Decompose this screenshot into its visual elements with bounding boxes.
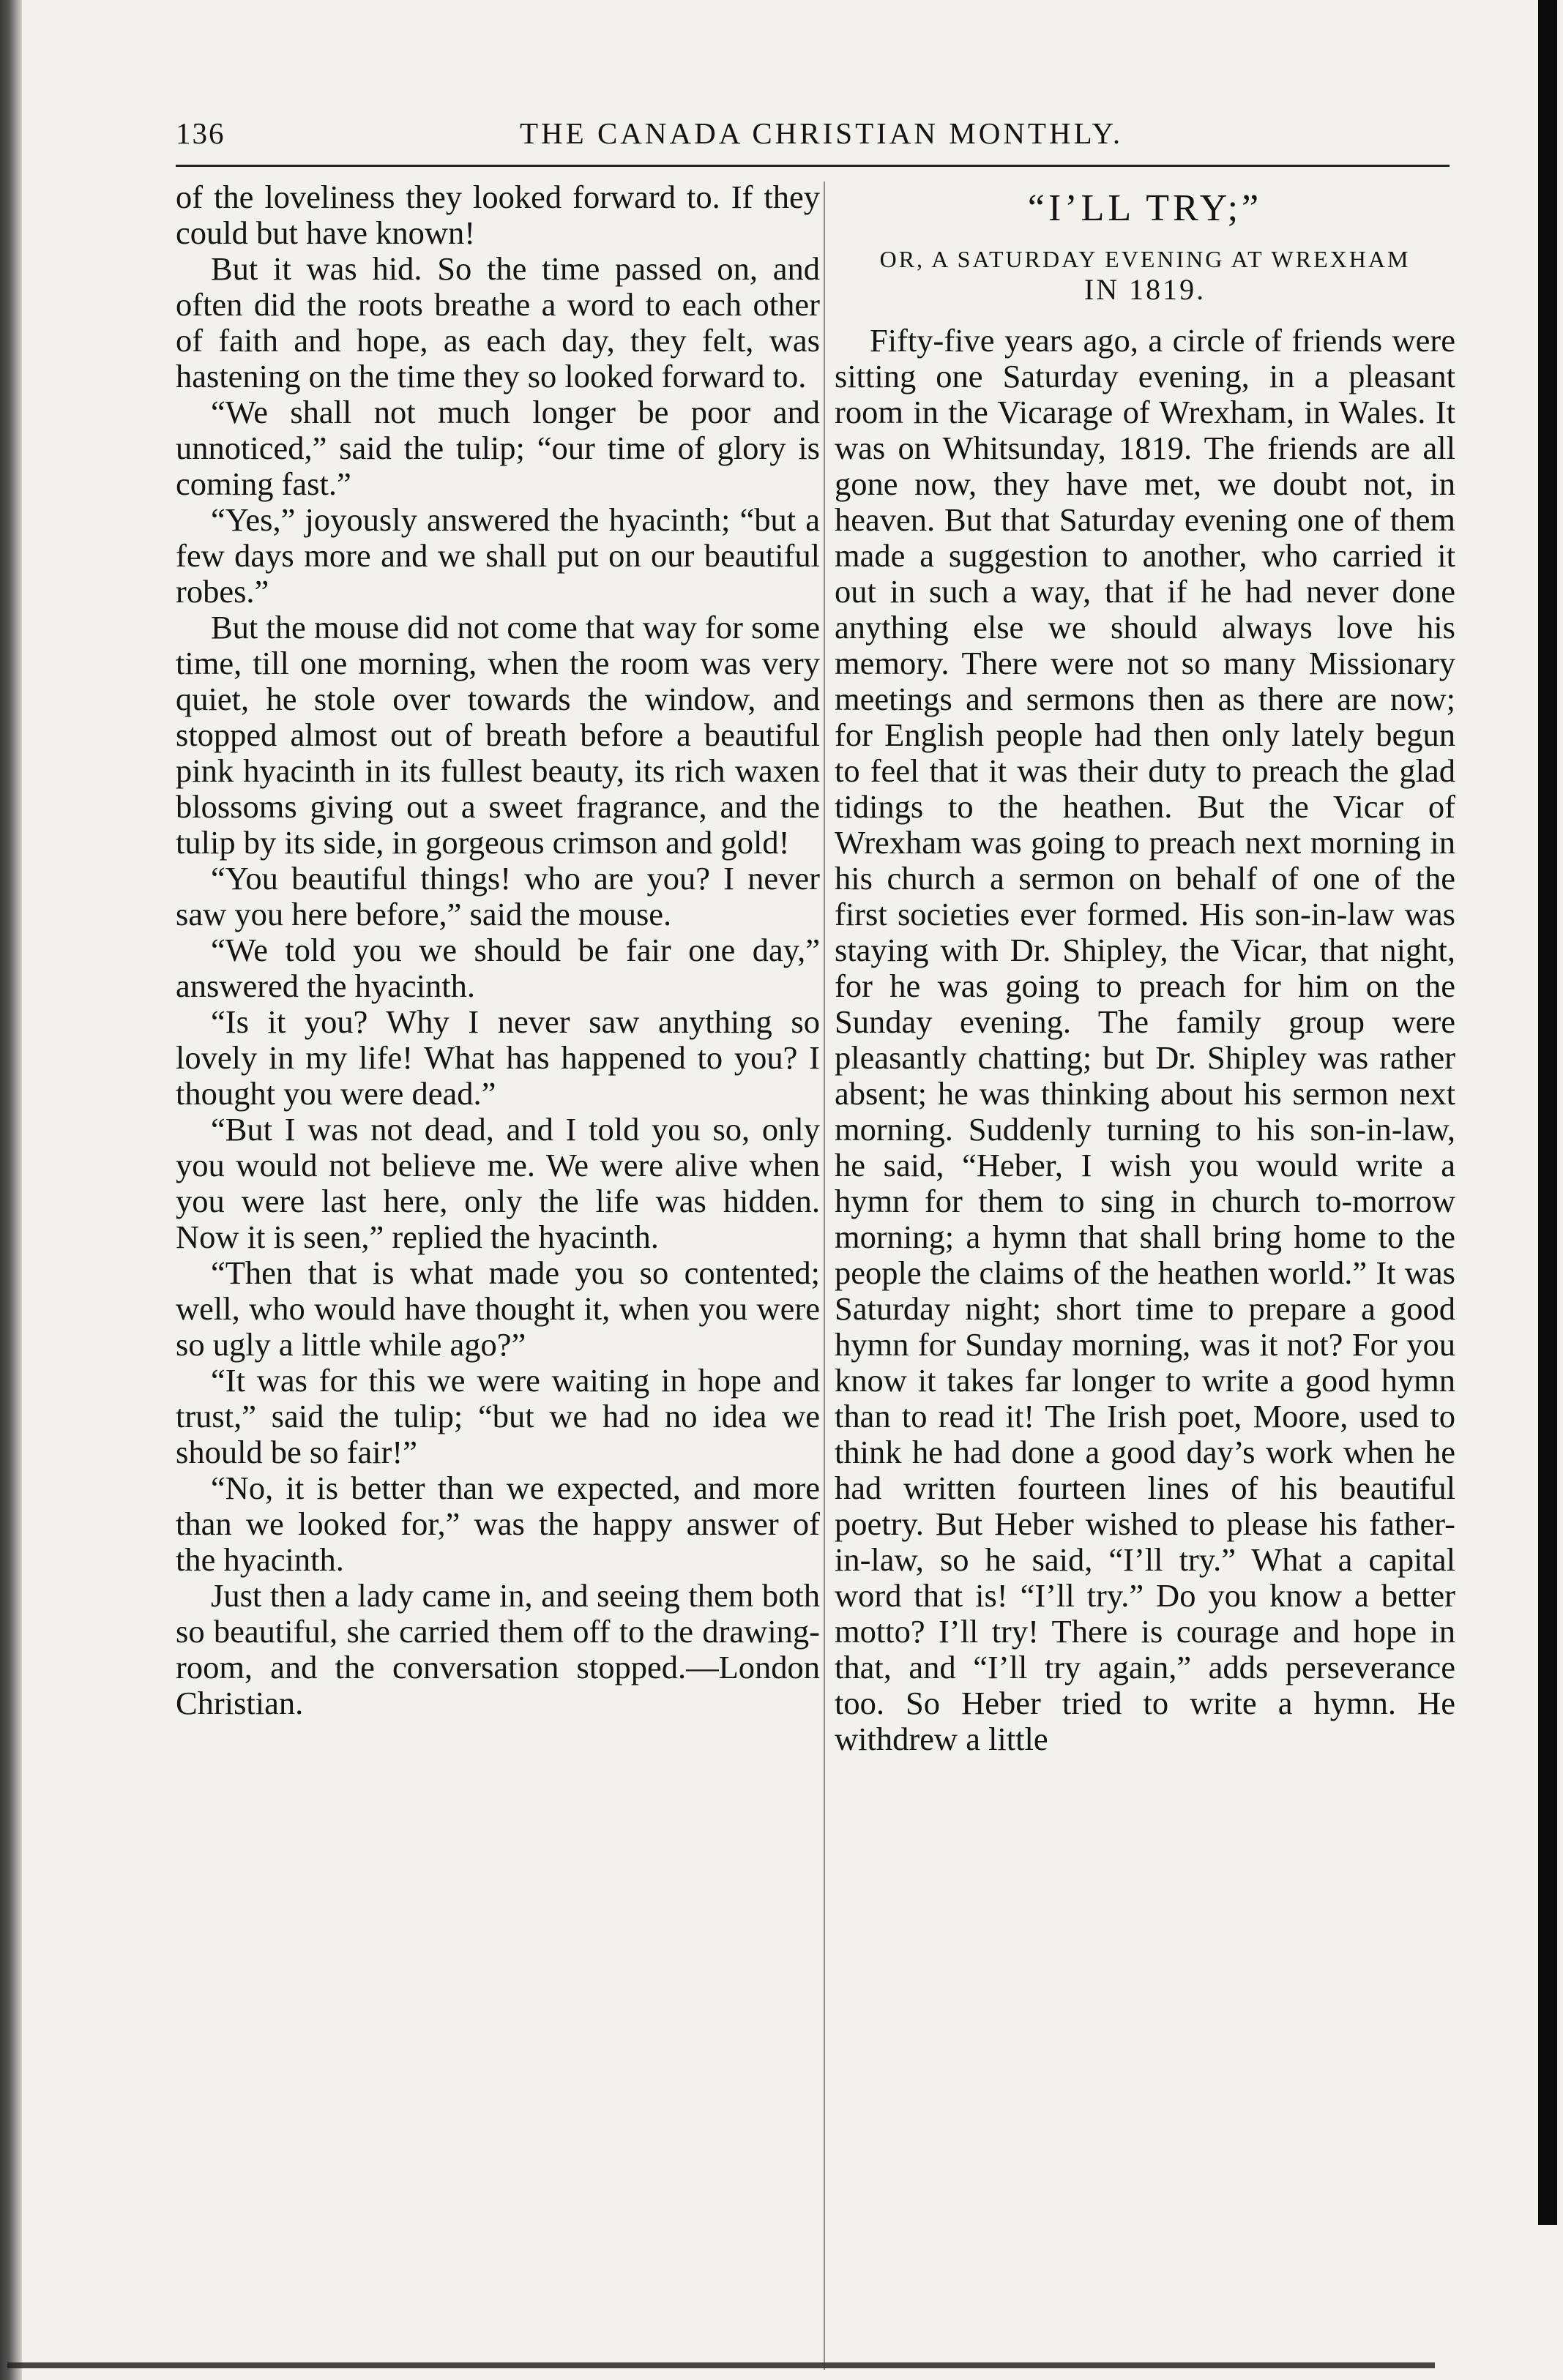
- paragraph: “It was for this we were waiting in hope and trust,” said the tulip; “but we had no idea we should be so fair!”: [176, 1362, 820, 1470]
- paragraph: Just then a lady came in, and seeing them both so beautiful, she carried them off to the drawing-room, and the conversation stopped.—London Christian.: [176, 1577, 820, 1721]
- article-subtitle: OR, A SATURDAY EVENING AT WREXHAM: [879, 246, 1411, 272]
- scan-right-edge: [1532, 0, 1563, 2380]
- page-number: 136: [176, 116, 225, 150]
- running-title: THE CANADA CHRISTIAN MONTHLY.: [520, 116, 1124, 150]
- scan-bottom-rule: [7, 2362, 1435, 2368]
- paragraph: “We told you we should be fair one day,” answered the hyacinth.: [176, 932, 820, 1004]
- paragraph: of the loveliness they looked forward to. If they could but have known!: [176, 179, 820, 251]
- article-year: IN 1819.: [1083, 273, 1206, 306]
- paragraph: “You beautiful things! who are you? I never saw you here before,” said the mouse.: [176, 860, 820, 932]
- article-title: “I’LL TRY;”: [1027, 187, 1263, 229]
- paragraph: “But I was not dead, and I told you so, only you would not believe me. We were alive when you were last here, only the life was hidden. Now it is seen,” replied the hyacinth.: [176, 1111, 820, 1255]
- right-column: [835, 187, 1455, 1757]
- paragraph: But it was hid. So the time passed on, and often did the roots breathe a word to each other of faith and hope, as each day, they felt, was hastening on the time they so looked forward to.: [176, 250, 820, 394]
- paragraph: “Then that is what made you so contented; well, who would have thought it, when you were so ugly a little while ago?”: [176, 1254, 820, 1363]
- paragraph: “We shall not much longer be poor and unnoticed,” said the tulip; “our time of glory is coming fast.”: [176, 394, 820, 502]
- scan-binding-bar: [1538, 0, 1557, 2225]
- left-column: [176, 179, 820, 1721]
- scan-left-edge: [0, 0, 22, 2380]
- column-divider: [824, 182, 825, 2370]
- paragraph: “Yes,” joyously answered the hyacinth; “but a few days more and we shall put on our beautiful robes.”: [176, 501, 820, 610]
- paragraph: “Is it you? Why I never saw anything so lovely in my life! What has happened to you? I thought you were dead.”: [176, 1003, 820, 1112]
- header-rule: [176, 165, 1450, 167]
- page-header: [176, 116, 1457, 160]
- paragraph: But the mouse did not come that way for some time, till one morning, when the room was very quiet, he stole over towards the window, and stopped almost out of breath before a beautiful pink hyacinth in its fullest beauty, its rich waxen blossoms giving out a sweet fragrance, and the tulip by its side, in gorgeous crimson and gold!: [176, 609, 820, 861]
- paragraph: “No, it is better than we expected, and more than we looked for,” was the happy answer of the hyacinth.: [176, 1470, 820, 1578]
- paragraph: Fifty-five years ago, a circle of friends were sitting one Saturday evening, in a pleasant room in the Vicarage of Wrexham, in Wales. It was on Whitsunday, 1819. The friends are all gone now, they have met, we doubt not, in heaven. But that Saturday evening one of them made a suggestion to another, who carried it out in such a way, that if he had never done anything else we should always love his memory. There were not so many Missionary meetings and sermons then as there are now; for English people had then only lately begun to feel that it was their duty to preach the glad tidings to the heathen. But the Vicar of Wrexham was going to preach next morning in his church a sermon on behalf of one of the first societies ever formed. His son-in-law was staying with Dr. Shipley, the Vicar, that night, for he was going to preach for him on the Sunday evening. The family group were pleasantly chatting; but Dr. Shipley was rather absent; he was thinking about his sermon next morning. Suddenly turning to his son-in-law, he said, “Heber, I wish you would write a hymn for them to sing in church to-morrow morning; a hymn that shall bring home to the people the claims of the heathen world.” It was Saturday night; short time to prepare a good hymn for Sunday morning, was it not? For you know it takes far longer to write a good hymn than to read it! The Irish poet, Moore, used to think he had done a good day’s work when he had written fourteen lines of his beautiful poetry. But Heber wished to please his father-in-law, so he said, “I’ll try.” What a capital word that is! “I’ll try.” Do you know a better motto? I’ll try! There is courage and hope in that, and “I’ll try again,” adds perseverance too. So Heber tried to write a hymn. He withdrew a little: [835, 322, 1455, 1757]
